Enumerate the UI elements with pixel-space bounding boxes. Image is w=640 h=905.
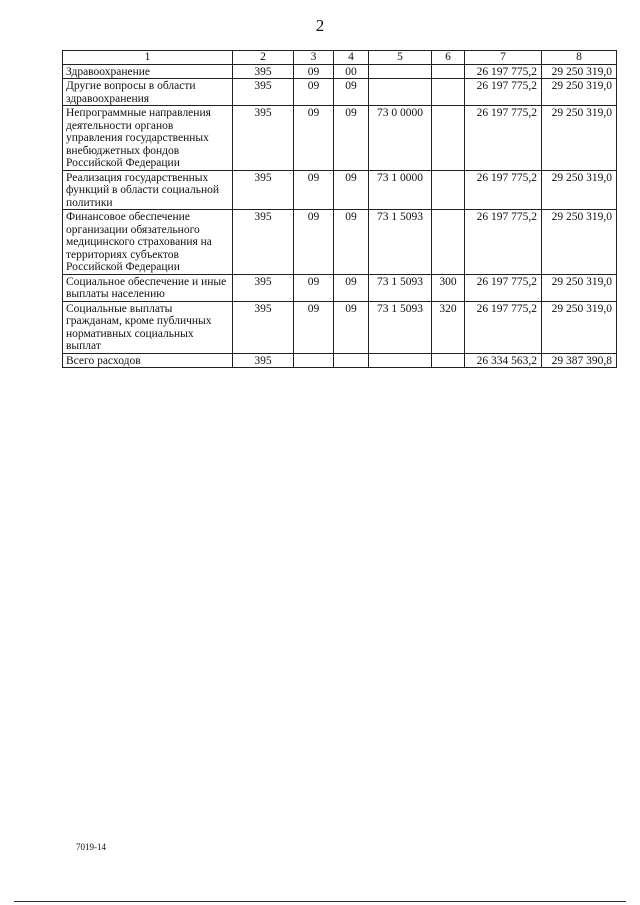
row-name: Другие вопросы в области здравоохранения xyxy=(63,79,233,106)
budget-table xyxy=(62,50,617,368)
column-header: 5 xyxy=(369,51,432,65)
column-header: 4 xyxy=(334,51,369,65)
cell-col5: 73 1 5093 xyxy=(369,301,432,353)
cell-col8: 29 250 319,0 xyxy=(542,274,617,301)
cell-col8: 29 250 319,0 xyxy=(542,106,617,171)
cell-col6 xyxy=(432,170,465,210)
cell-col7: 26 197 775,2 xyxy=(465,301,542,353)
cell-col2: 395 xyxy=(233,79,294,106)
cell-col2: 395 xyxy=(233,274,294,301)
column-header: 3 xyxy=(294,51,334,65)
cell-col3: 09 xyxy=(294,79,334,106)
table-row xyxy=(63,106,617,171)
cell-col3: 09 xyxy=(294,106,334,171)
cell-col5 xyxy=(369,64,432,79)
cell-col4: 09 xyxy=(334,210,369,275)
cell-col7: 26 197 775,2 xyxy=(465,274,542,301)
column-header: 2 xyxy=(233,51,294,65)
cell-col4: 09 xyxy=(334,106,369,171)
row-name: Социальные выплаты гражданам, кроме публичных нормативных социальных выплат xyxy=(63,301,233,353)
cell-col8: 29 250 319,0 xyxy=(542,301,617,353)
row-name: Всего расходов xyxy=(63,353,233,368)
cell-col5: 73 0 0000 xyxy=(369,106,432,171)
row-name: Социальное обеспечение и иные выплаты населению xyxy=(63,274,233,301)
cell-col5 xyxy=(369,353,432,368)
cell-col2: 395 xyxy=(233,170,294,210)
row-name: Реализация государственных функций в области социальной политики xyxy=(63,170,233,210)
cell-col8: 29 250 319,0 xyxy=(542,79,617,106)
cell-col5 xyxy=(369,79,432,106)
cell-col6 xyxy=(432,106,465,171)
cell-col2: 395 xyxy=(233,353,294,368)
cell-col2: 395 xyxy=(233,64,294,79)
table-row xyxy=(63,64,617,79)
page-bottom-rule xyxy=(14,901,626,902)
cell-col6 xyxy=(432,79,465,106)
cell-col4: 00 xyxy=(334,64,369,79)
page-number: 2 xyxy=(315,16,325,35)
document-code: 7019-14 xyxy=(76,842,106,852)
cell-col3: 09 xyxy=(294,274,334,301)
cell-col6 xyxy=(432,210,465,275)
table-row xyxy=(63,79,617,106)
cell-col7: 26 197 775,2 xyxy=(465,64,542,79)
cell-col4: 09 xyxy=(334,79,369,106)
column-header: 7 xyxy=(465,51,542,65)
cell-col3: 09 xyxy=(294,301,334,353)
cell-col8: 29 250 319,0 xyxy=(542,64,617,79)
cell-col4: 09 xyxy=(334,274,369,301)
cell-col5: 73 1 0000 xyxy=(369,170,432,210)
cell-col7: 26 197 775,2 xyxy=(465,210,542,275)
cell-col7: 26 197 775,2 xyxy=(465,106,542,171)
row-name: Непрограммные направления деятельности органов управления государственных внебюджетных фондов Российской Федерации xyxy=(63,106,233,171)
column-header: 8 xyxy=(542,51,617,65)
cell-col8: 29 250 319,0 xyxy=(542,170,617,210)
cell-col7: 26 197 775,2 xyxy=(465,79,542,106)
cell-col6: 320 xyxy=(432,301,465,353)
cell-col2: 395 xyxy=(233,210,294,275)
table-header-row xyxy=(63,51,617,65)
cell-col5: 73 1 5093 xyxy=(369,210,432,275)
cell-col6: 300 xyxy=(432,274,465,301)
cell-col4: 09 xyxy=(334,301,369,353)
row-name: Здравоохранение xyxy=(63,64,233,79)
cell-col4: 09 xyxy=(334,170,369,210)
row-name: Финансовое обеспечение организации обязательного медицинского страхования на территориях субъектов Российской Федерации xyxy=(63,210,233,275)
cell-col3 xyxy=(294,353,334,368)
cell-col7: 26 197 775,2 xyxy=(465,170,542,210)
cell-col5: 73 1 5093 xyxy=(369,274,432,301)
cell-col8: 29 250 319,0 xyxy=(542,210,617,275)
cell-col6 xyxy=(432,353,465,368)
cell-col3: 09 xyxy=(294,210,334,275)
cell-col3: 09 xyxy=(294,170,334,210)
cell-col2: 395 xyxy=(233,301,294,353)
cell-col2: 395 xyxy=(233,106,294,171)
table-row-total xyxy=(63,353,617,368)
cell-col7: 26 334 563,2 xyxy=(465,353,542,368)
cell-col3: 09 xyxy=(294,64,334,79)
cell-col8: 29 387 390,8 xyxy=(542,353,617,368)
table-row xyxy=(63,210,617,275)
cell-col4 xyxy=(334,353,369,368)
table-row xyxy=(63,170,617,210)
cell-col6 xyxy=(432,64,465,79)
table-row xyxy=(63,301,617,353)
table-row xyxy=(63,274,617,301)
column-header: 6 xyxy=(432,51,465,65)
column-header: 1 xyxy=(63,51,233,65)
